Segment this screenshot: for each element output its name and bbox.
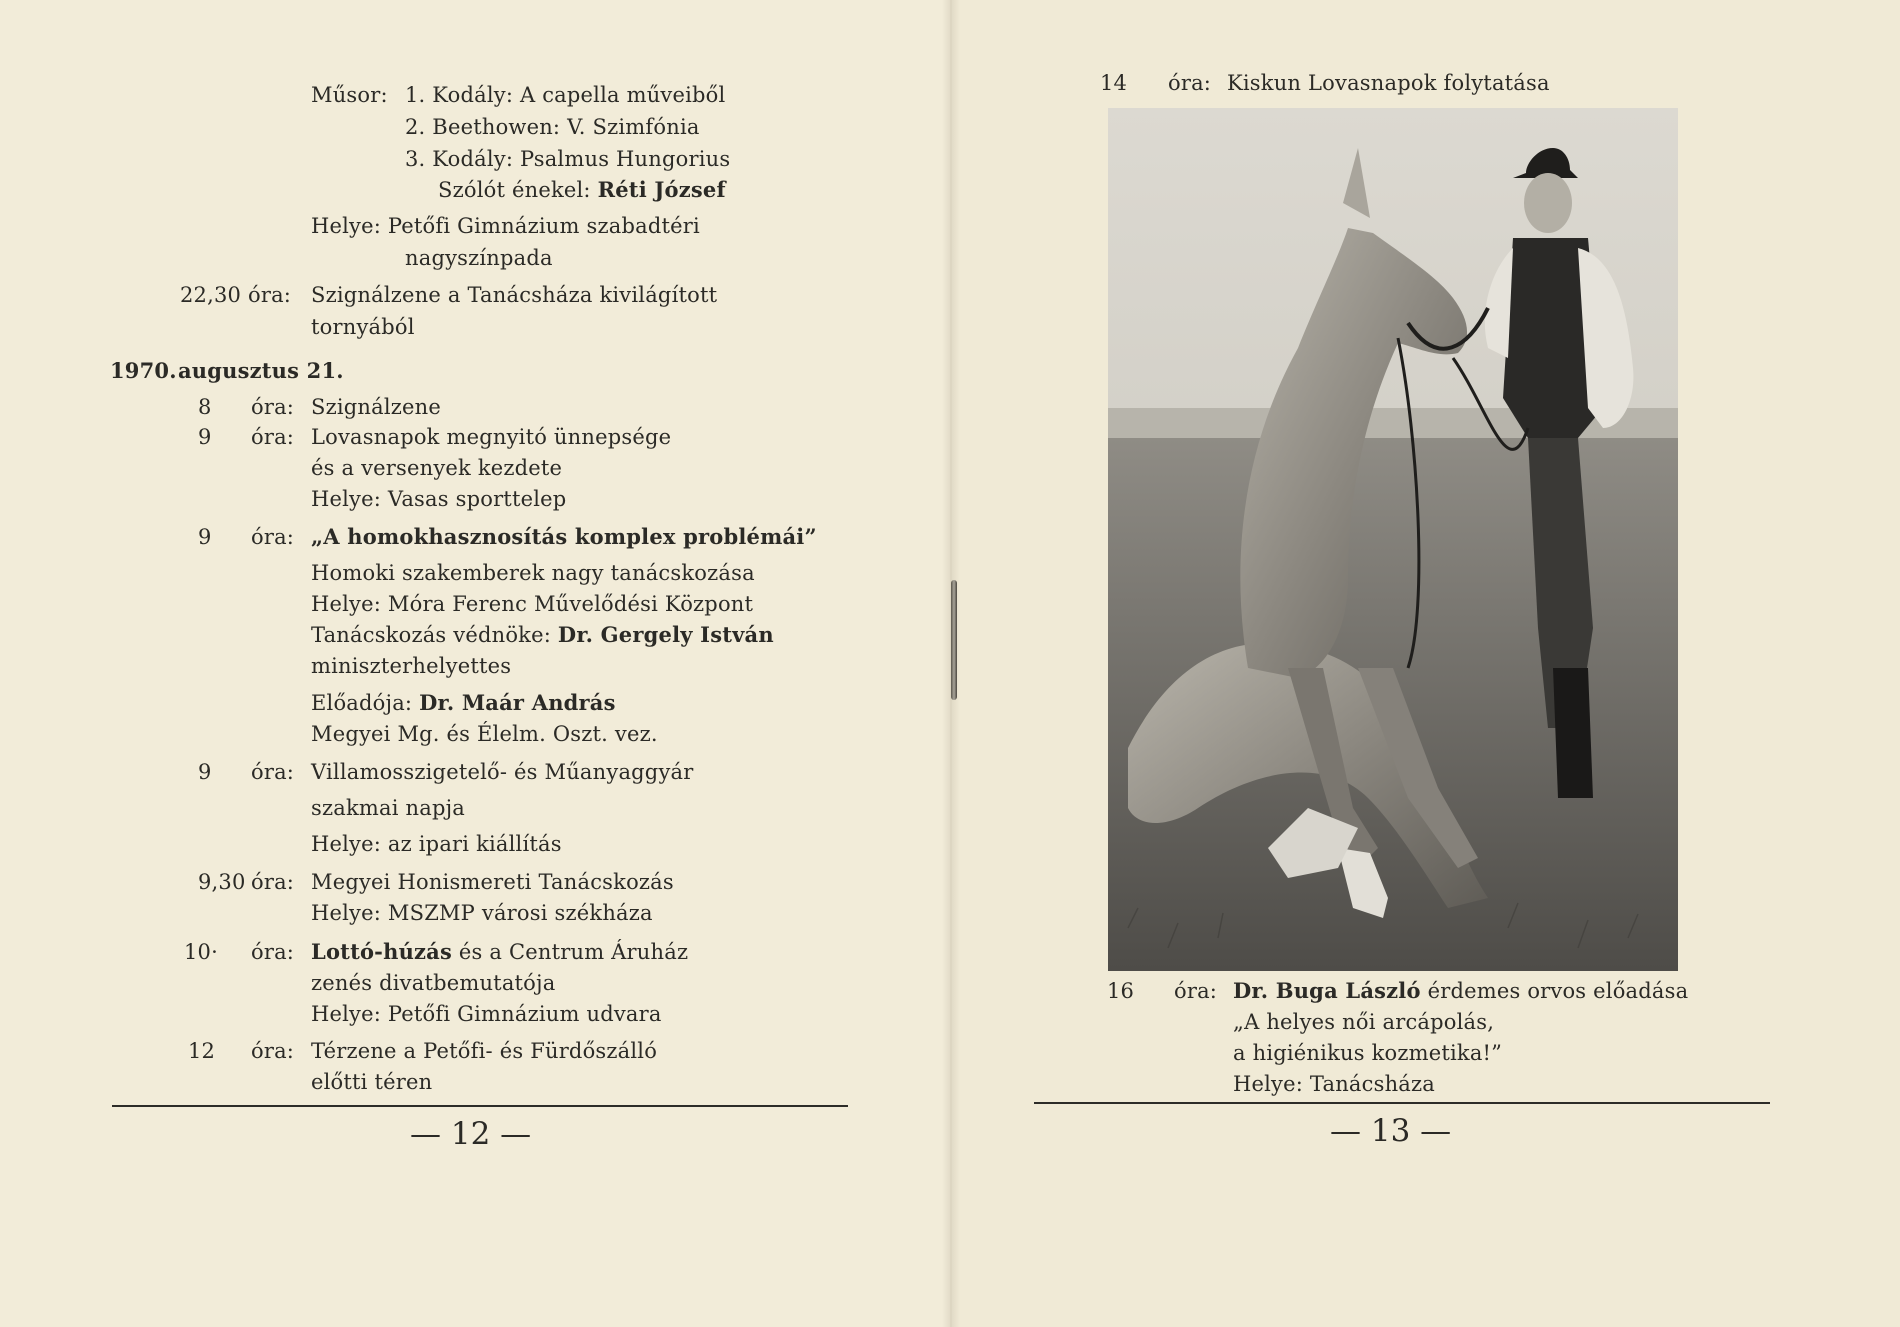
staple [951,580,957,700]
e9c-line3: Helye: az ipari kiállítás [311,832,562,856]
e14-time: 14 [1100,71,1128,95]
photo-illustration [1108,108,1678,971]
e9a-time: 9 [198,425,212,449]
e9b-line2: Helye: Móra Ferenc Művelődési Központ [311,592,754,616]
e9b-title: „A homokhasznosítás komplex problémái” [311,524,817,549]
e9a-line2: és a versenyek kezdete [311,456,563,480]
left-bottom-rule [112,1105,848,1107]
e14-text: Kiskun Lovasnapok folytatása [1227,71,1550,95]
e9b-ora: óra: [251,525,295,549]
e9c-line1: Villamosszigetelő- és Műanyaggyár [311,760,694,784]
e9a-ora: óra: [251,425,295,449]
program-item-3: 3. Kodály: Psalmus Hungorius [405,147,731,171]
e2230-time: 22,30 [180,283,242,307]
e9b-patron-role: miniszterhelyettes [311,654,512,678]
soloist-name: Réti József [597,177,726,202]
e9b-speaker-name: Dr. Maár András [419,690,616,715]
right-bottom-rule [1034,1102,1770,1104]
date-rest: augusztus 21. [178,358,344,383]
e8-time: 8 [198,395,212,419]
e8-ora: óra: [251,395,295,419]
e12-ora: óra: [251,1039,295,1063]
e10-line3: Helye: Petőfi Gimnázium udvara [311,1002,662,1026]
e930-line1: Megyei Honismereti Tanácskozás [311,870,674,894]
e16-line1 [1233,978,1688,1004]
date-year: 1970. [110,358,177,383]
program-label: Műsor: [311,83,388,107]
e9c-time: 9 [198,760,212,784]
e10-line2: zenés divatbemutatója [311,971,556,995]
horse-and-handler-photo [1108,108,1678,971]
e12-line2: előtti téren [311,1070,433,1094]
e9c-ora: óra: [251,760,295,784]
e16-line2: „A helyes női arcápolás, [1233,1010,1495,1034]
e9b-patron-name: Dr. Gergely István [557,622,774,647]
e16-line3: a higiénikus kozmetika!” [1233,1041,1503,1065]
e2230-line2: tornyából [311,315,415,339]
e16-bold: Dr. Buga László [1233,978,1421,1003]
e9b-speaker-role: Megyei Mg. és Élelm. Oszt. vez. [311,722,658,746]
e10-line1 [311,939,688,965]
e16-ora: óra: [1174,979,1218,1003]
soloist-prefix: Szólót énekel: [438,178,591,202]
e2230-line1: Szignálzene a Tanácsháza kivilágított [311,283,718,307]
e8-text: Szignálzene [311,395,442,419]
e9a-line3: Helye: Vasas sporttelep [311,487,567,511]
program-item-2: 2. Beethowen: V. Szimfónia [405,115,700,139]
e16-line1-rest: érdemes orvos előadása [1427,979,1689,1003]
venue1-line1: Helye: Petőfi Gimnázium szabadtéri [311,214,700,238]
e10-bold: Lottó-húzás [311,939,452,964]
e16-line4: Helye: Tanácsháza [1233,1072,1436,1096]
e14-ora: óra: [1168,71,1212,95]
e9b-speaker-line [311,690,616,716]
e10-line1-rest: és a Centrum Áruház [458,940,689,964]
program-item-1: 1. Kodály: A capella műveiből [405,83,726,107]
e10-time: 10· [184,940,218,964]
e9b-line1: Homoki szakemberek nagy tanácskozása [311,561,755,585]
e9b-patron-prefix: Tanácskozás védnöke: [311,623,552,647]
venue1-line2: nagyszínpada [405,246,553,270]
left-page-number: — 12 — [410,1116,532,1152]
e9c-line2: szakmai napja [311,796,466,820]
e9b-patron-line [311,622,774,648]
e930-time: 9,30 [198,870,246,894]
e2230-ora: óra: [248,283,292,307]
e930-ora: óra: [251,870,295,894]
e16-time: 16 [1107,979,1135,1003]
right-page-number: — 13 — [1330,1113,1452,1149]
e10-ora: óra: [251,940,295,964]
e12-time: 12 [188,1039,216,1063]
e930-line2: Helye: MSZMP városi székháza [311,901,653,925]
soloist-line [438,177,726,203]
e9b-speaker-prefix: Előadója: [311,691,413,715]
e12-line1: Térzene a Petőfi- és Fürdőszálló [311,1039,658,1063]
e9b-time: 9 [198,525,212,549]
e9a-line1: Lovasnapok megnyitó ünnepsége [311,425,672,449]
